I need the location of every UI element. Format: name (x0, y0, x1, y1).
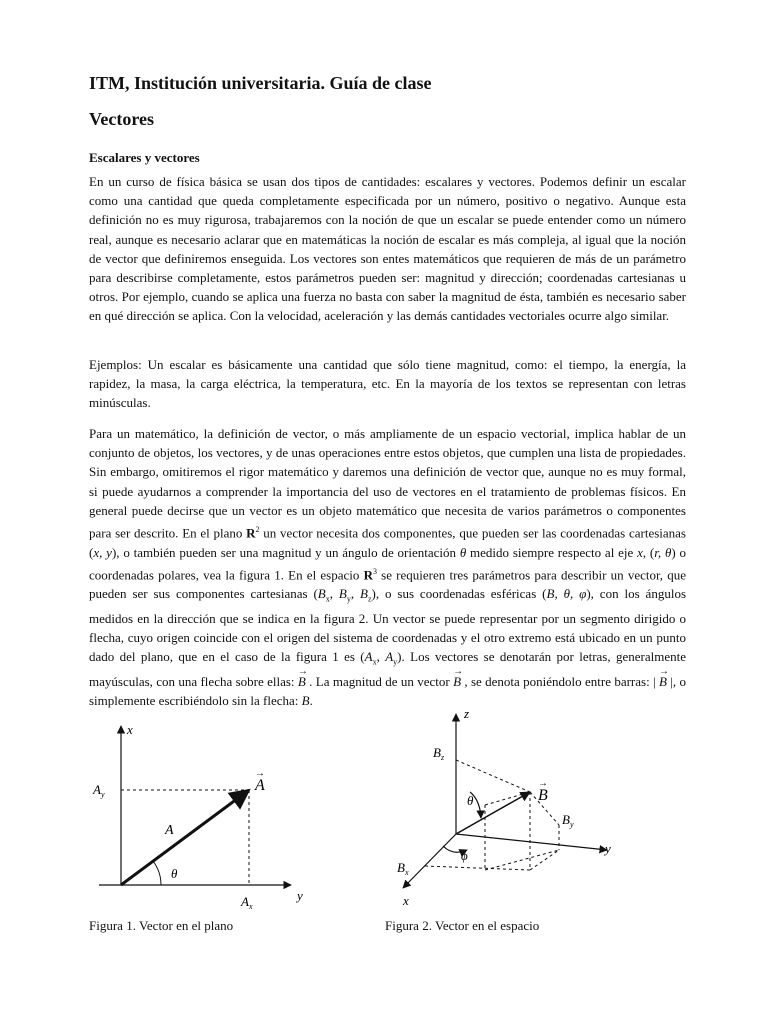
p3-text-e: , ( (642, 544, 655, 560)
fig2-vector-arrow: → (538, 778, 548, 789)
p3-spherical: B, θ, φ (546, 586, 587, 602)
fig1-ay-label: $A_y$ (93, 782, 105, 799)
fig2-theta-label: θ (467, 793, 474, 808)
figure-1-diagram (85, 718, 315, 918)
paragraph-examples: Ejemplos: Un escalar es básicamente una cantidad que sólo tiene magnitud, como: el tiempo, la energía, la rapidez, la masa, la carga eléctrica, la temperatura, etc. En la mayoría de los textos se representan con letras minúsculas. (89, 357, 686, 411)
p3-comma2: , (350, 586, 360, 602)
p3-text-l: , se denota poniéndolo entre barras: | (461, 674, 659, 690)
fig2-bx-label: $B_x$ (397, 860, 409, 877)
fig2-dashed-box (425, 760, 559, 870)
p3-R2: R (246, 525, 256, 541)
p3-text-a: Para un matemático, la definición de vector, o más ampliamente de un espacio vectorial, implica hablar de un conjunto de objetos, los vectores, y de unas operaciones entre estos objetos, que cumplen una lista de propiedades. Sin embargo, omitiremos el rigor matemático y daremos una definición de vector que, aunque no es muy formal, si puede ayudarnos a comprender la importancia del uso de vectores en el tratamiento de problemas físicos. En general puede decirse que un vector es un objeto matemático que necesita de varios parámetros o componentes para ser descrito. En el plano (89, 426, 686, 541)
fig2-x-axis (403, 834, 456, 888)
p3-sub-Ax: x (372, 658, 377, 668)
fig1-magnitude-label: A (165, 823, 174, 838)
p3-text-f: ) o coordenadas polares, vea la figura 1. En el espacio (89, 544, 686, 583)
p3-text-g: se requieren tres parámetros para describir un vector, que pueden ser sus componentes cartesianas ( (89, 567, 686, 602)
p3-Bz: B (360, 586, 368, 602)
fig2-axis-z-label: z (464, 706, 470, 721)
p3-x: x (637, 544, 643, 560)
fig1-vector-A (121, 790, 249, 885)
p3-text-m: |, o simplemente escribiéndolo sin la flecha: (89, 674, 686, 709)
fig2-y-axis (456, 834, 607, 850)
p3-Bx: B (317, 586, 326, 602)
p3-sub-Ay: y (393, 658, 398, 668)
p3-By: B (338, 586, 347, 602)
p3-sub-z: z (367, 594, 372, 604)
fig2-axis-x-label: x (403, 893, 409, 908)
fig1-vector-label: A (255, 777, 265, 794)
p3-text-b: un vector necesita dos componentes, que pueden ser las coordenadas cartesianas ( (89, 525, 686, 560)
p3-vector-B-1: → B (298, 672, 306, 691)
p3-text-i: ), con los ángulos medidos en la dirección que se indica en la figura 2. Un vector se puede representar por un segmento dirigido o flecha, cuyo origen coincide con el origen del sistema de coordenadas y el otro extremo está ubicado en un punto dado del plano, que en el caso de la figura 1 es ( (89, 586, 686, 665)
figure-2-diagram (385, 700, 625, 915)
p3-text-k: . La magnitud de un vector (305, 674, 454, 690)
fig2-axis-y-label: y (605, 841, 611, 856)
p3-sup3: 3 (372, 566, 377, 576)
p3-xy: x, y (93, 544, 112, 560)
figure-2-caption: Figura 2. Vector en el espacio (385, 918, 540, 933)
p3-comma-theta: , θ (657, 544, 672, 560)
p3-theta: θ (459, 544, 467, 560)
p3-vector-B-3: → B (659, 672, 667, 691)
fig1-angle-arc (153, 861, 161, 885)
fig1-theta-label: θ (171, 866, 178, 881)
p3-r: r (654, 544, 658, 560)
section-heading: Vectores (89, 109, 154, 129)
fig1-ax-label: $A_x$ (241, 894, 253, 911)
fig2-phi-label: ϕ (461, 848, 468, 863)
p3-vector-B-2: → B (453, 672, 461, 691)
p3-text-j: ). Los vectores se denotarán por letras, generalmente mayúsculas, con una flecha sobre ellas: (89, 649, 687, 690)
p3-sub-y: y (346, 594, 351, 604)
fig2-by-label: $B_y$ (562, 812, 574, 829)
p3-text-h: ), o sus coordenadas esféricas ( (371, 586, 547, 602)
fig1-axis-x-label: x (127, 722, 133, 737)
figure-1-caption: Figura 1. Vector en el plano (89, 918, 234, 933)
p3-text-d: medido siempre respecto al eje (466, 544, 638, 560)
p3-Ax: A (364, 649, 373, 665)
fig1-axis-y-label: y (297, 888, 303, 903)
p3-sup2: 2 (255, 525, 260, 535)
document-title: ITM, Institución universitaria. Guía de clase (89, 73, 432, 93)
paragraph-vector-definition (89, 424, 686, 711)
paragraph-scalars-vectors: En un curso de física básica se usan dos tipos de cantidades: escalares y vectores. Podemos definir un escalar como una cantidad que queda completamente especificada por un número, positivo o negativo. Aunque esta definición no es muy rigurosa, trabajaremos con la noción de que un escalar se puede entender como un número real, aunque es necesario aclarar que en matemáticas la noción de escalar es más compleja, al igual que la noción de vector que definiremos enseguida. Los vectores son entes matemáticos que requieren de más de un parámetro para describirse completamente, estos parámetros pueden ser: magnitud y dirección; coordenadas cartesianas u otros. Por ejemplo, cuando se aplica una fuerza no basta con saber la magnitud de ésta, también es necesario saber en qué dirección se aplica. Con la velocidad, aceleración y las demás cantidades vectoriales ocurre algo similar. (89, 174, 686, 324)
p3-text-n: . (309, 693, 313, 709)
fig2-bz-label: $B_z$ (433, 745, 445, 762)
p3-R3: R (363, 567, 373, 583)
p3-text-c: ), o también pueden ser una magnitud y un ángulo de orientación (111, 544, 460, 560)
p3-comma3: , (376, 649, 386, 665)
fig2-vector-label: B (538, 787, 548, 804)
p3-B-plain: B (301, 693, 310, 709)
fig1-vector-arrow: → (255, 768, 265, 779)
p3-sub-x: x (325, 594, 330, 604)
subsection-heading: Escalares y vectores (89, 150, 200, 165)
p3-comma1: , (329, 586, 339, 602)
p3-Ay: A (385, 649, 394, 665)
